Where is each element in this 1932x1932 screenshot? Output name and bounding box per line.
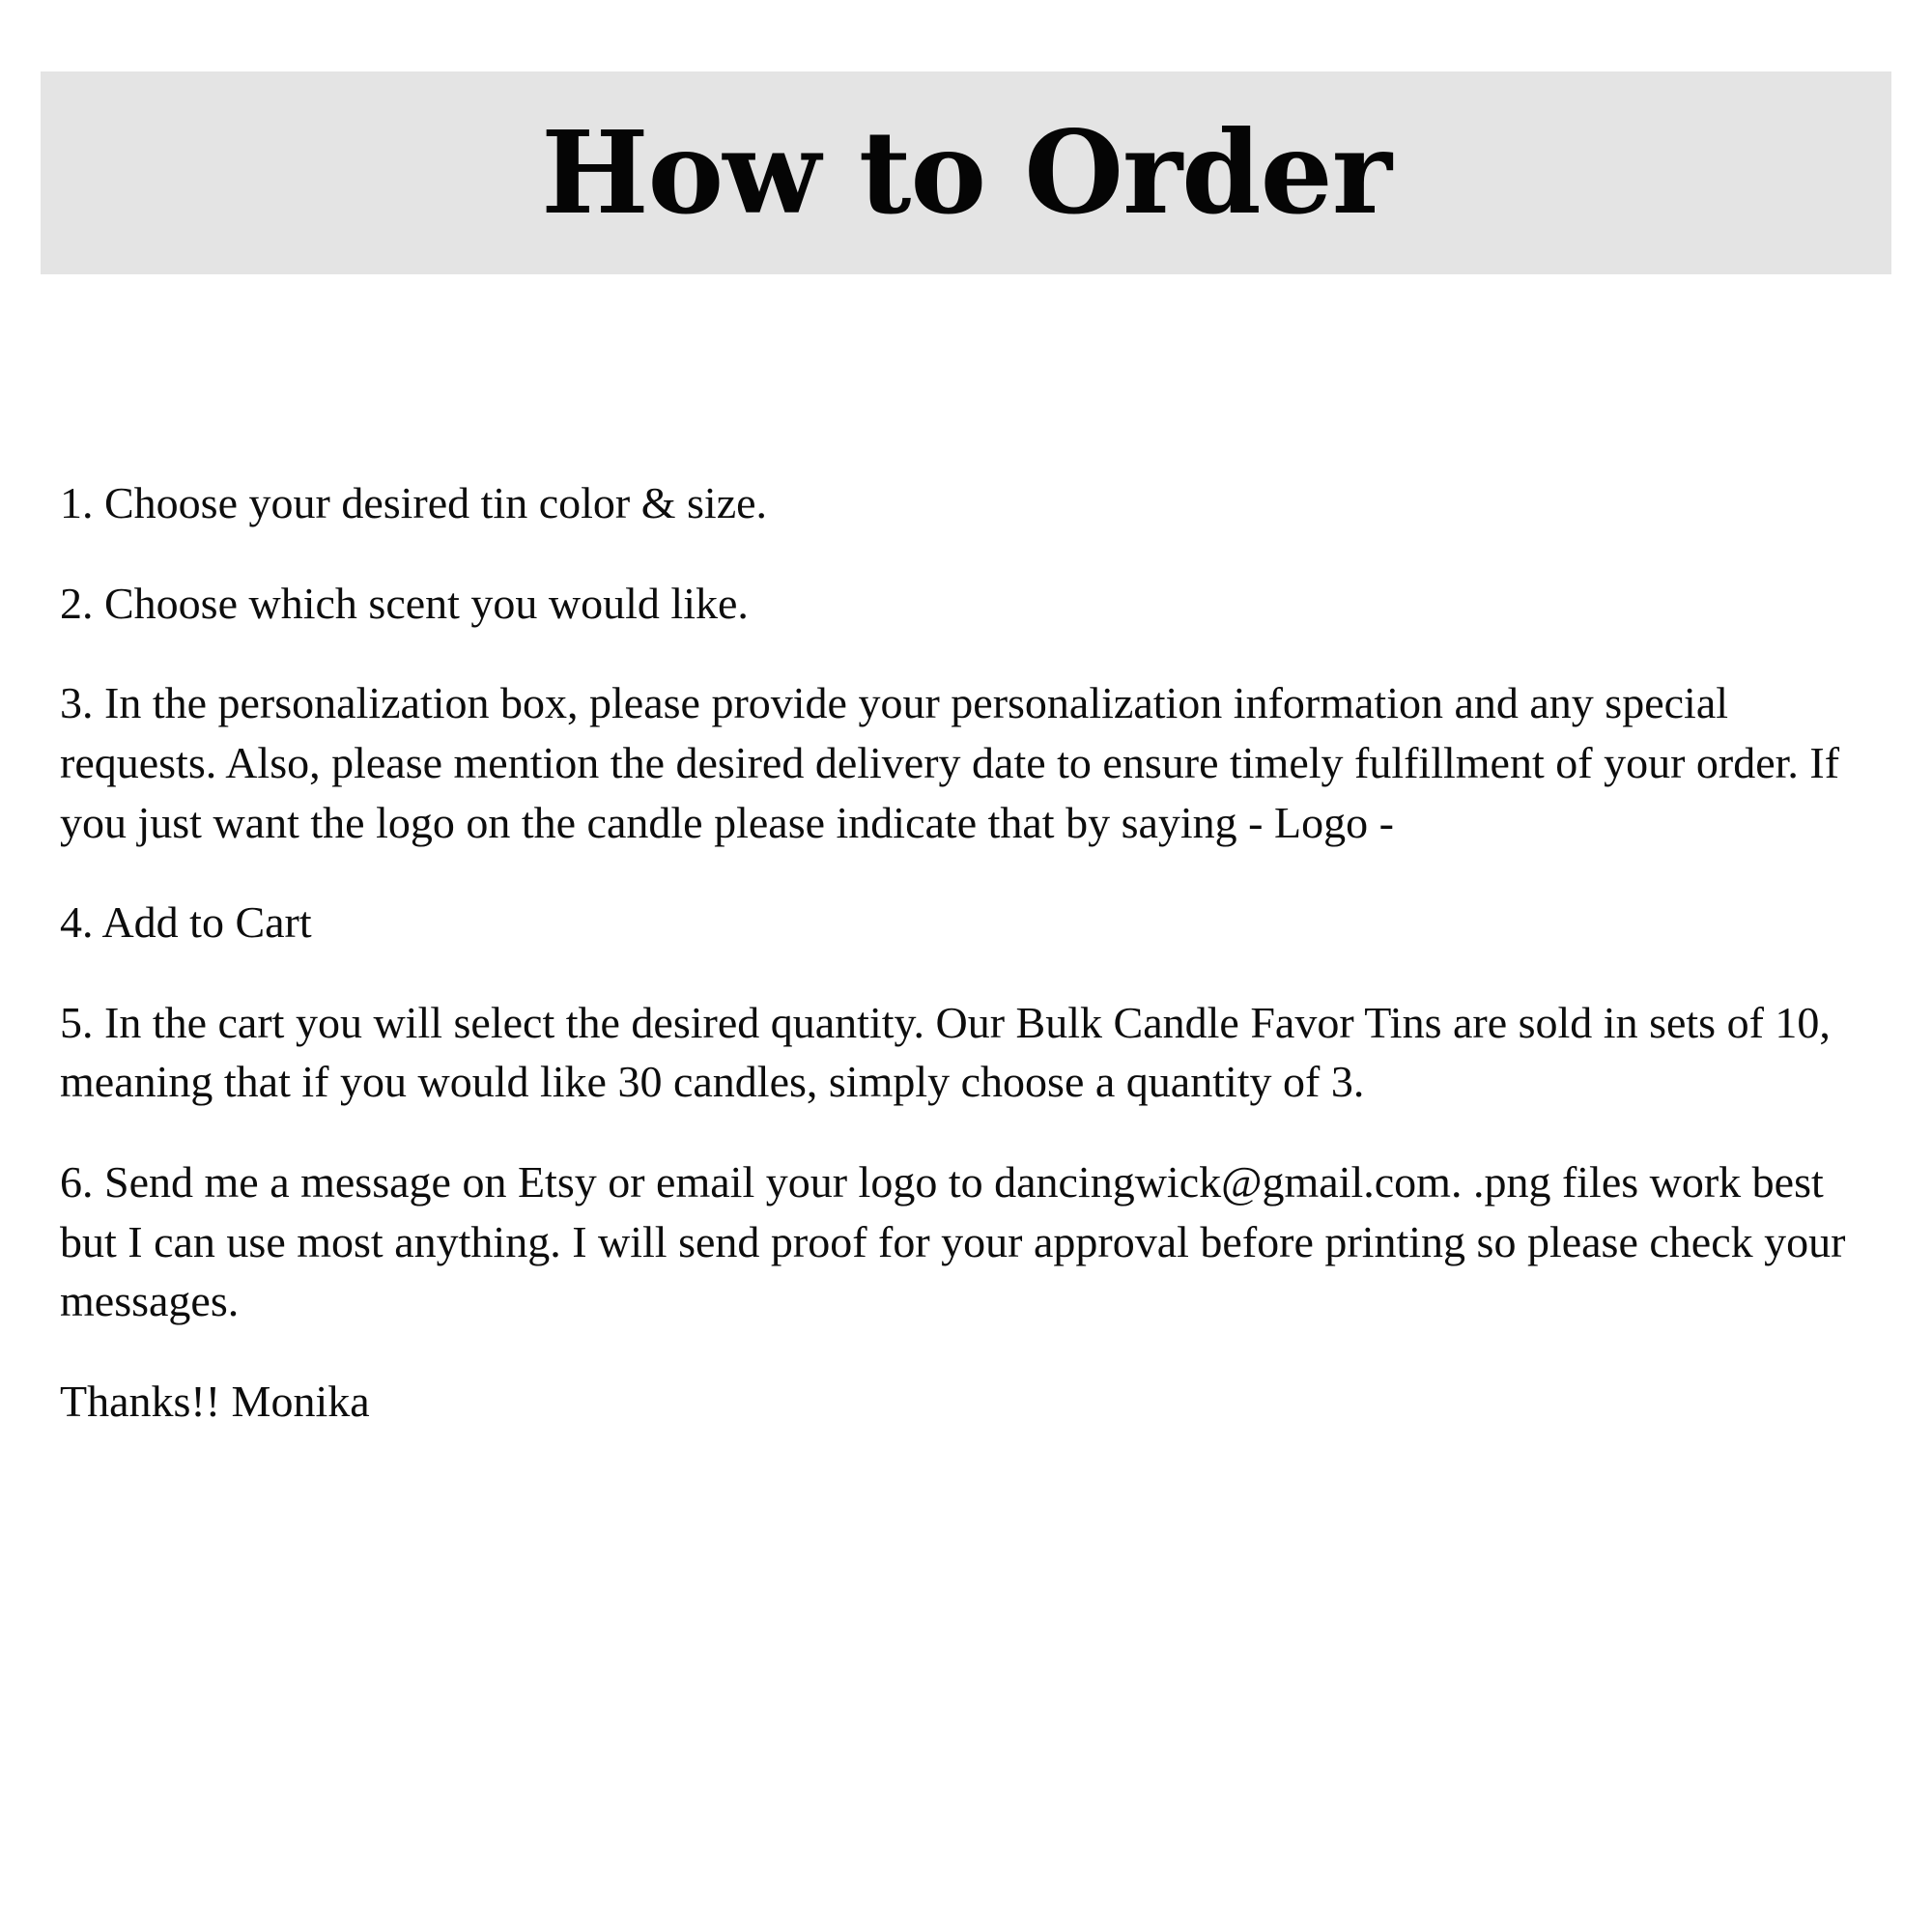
list-item: 3. In the personalization box, please provide your personalization information and any special requests. Also, please mention the desired delivery date to ensure timely fulfillment of your order. If you just want the logo on the candle please indicate that by saying - Logo -: [60, 678, 1840, 847]
signoff-text: Thanks!! Monika: [60, 1376, 370, 1426]
list-item: 1. Choose your desired tin color & size.: [60, 478, 768, 527]
list-item: 4. Add to Cart: [60, 897, 312, 948]
list-item: 2. Choose which scent you would like.: [60, 578, 749, 628]
list-item: 5. In the cart you will select the desired quantity. Our Bulk Candle Favor Tins are sold in sets of 10, meaning that if you would like 30 candles, simply choose a quantity of 3.: [60, 997, 1831, 1107]
list-item: 6. Send me a message on Etsy or email your logo to dancingwick@gmail.com. .png files work best but I can use most anything. I will send proof for your approval before printing so please check your messages.: [60, 1157, 1846, 1326]
title-banner: [41, 71, 1891, 274]
page-title: How to Order: [541, 105, 1391, 240]
instructions-list: [60, 473, 1886, 1432]
